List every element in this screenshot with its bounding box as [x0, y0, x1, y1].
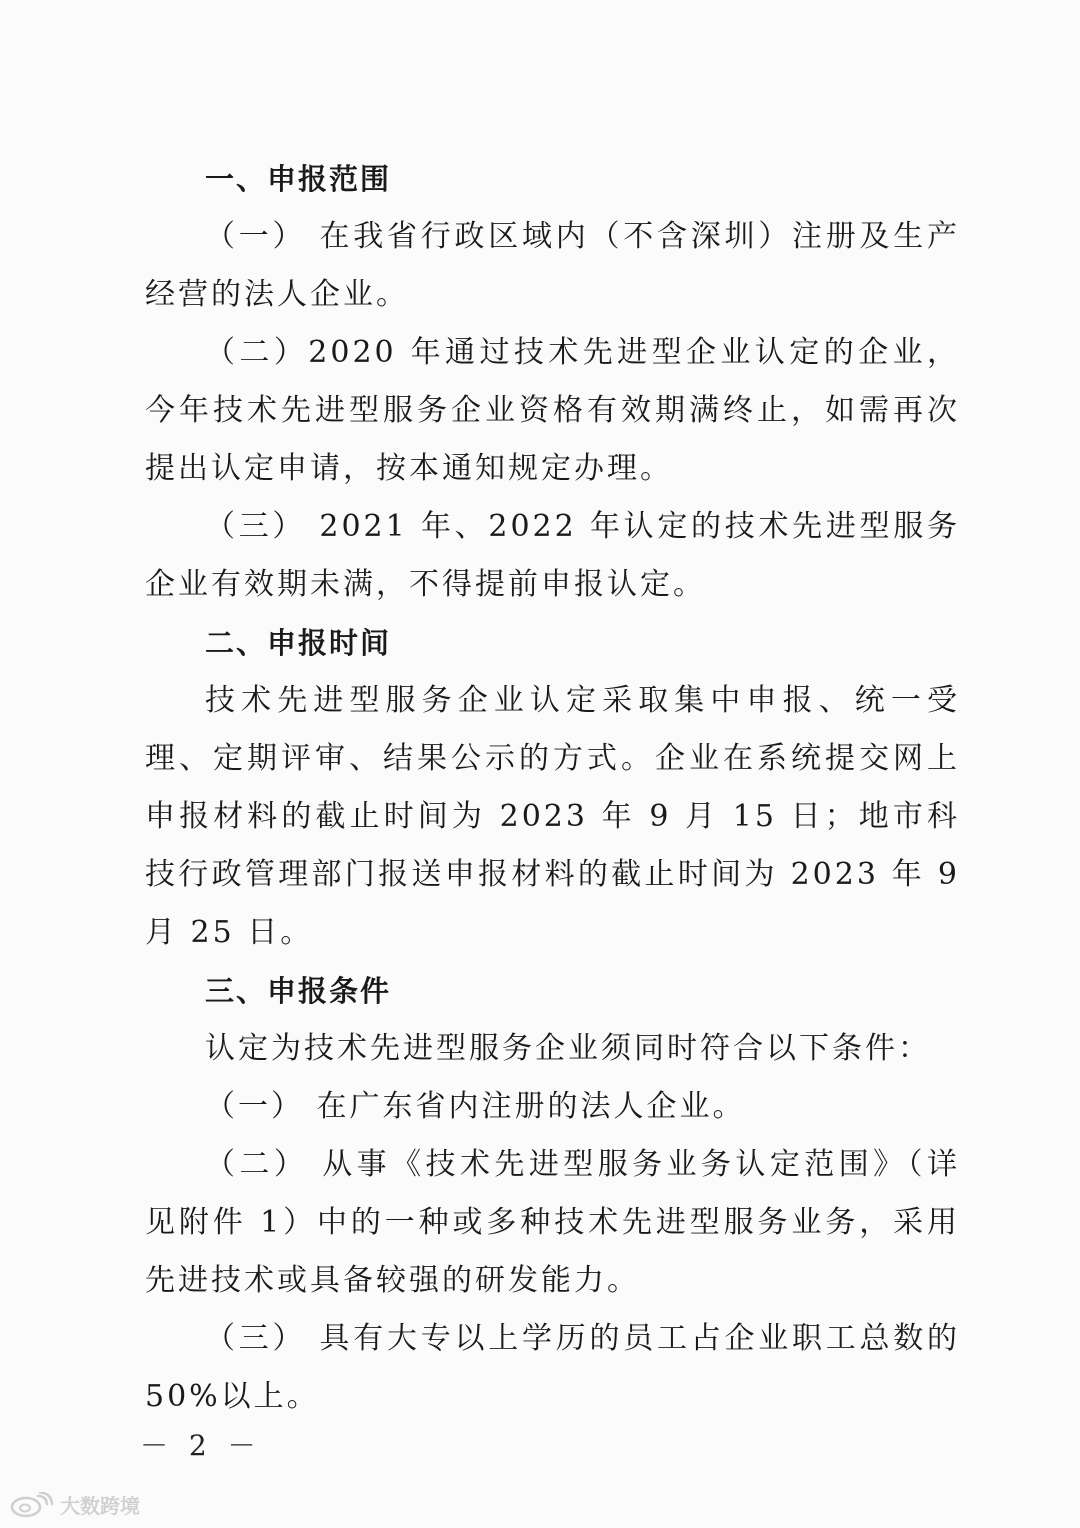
- conditions-intro: 认定为技术先进型服务企业须同时符合以下条件：: [205, 1031, 931, 1066]
- scope-item-2: （二）2020 年通过技术先进型企业认定的企业，今年技术先进型服务企业资格有效期满终止，如需再次提出认定申请，按本通知规定办理。: [145, 335, 960, 486]
- section-heading-scope: 一、申报范围: [205, 162, 392, 196]
- weibo-icon: [10, 1492, 54, 1518]
- section-heading-conditions: 三、申报条件: [205, 974, 392, 1008]
- page-number: － 2 －: [140, 1429, 262, 1462]
- watermark: [10, 1490, 140, 1519]
- condition-item-3: （三） 具有大专以上学历的员工占企业职工总数的 50%以上。: [145, 1321, 960, 1414]
- scope-item-1: （一） 在我省行政区域内（不含深圳）注册及生产经营的法人企业。: [145, 219, 960, 312]
- time-paragraph: 技术先进型服务企业认定采取集中申报、统一受理、定期评审、结果公示的方式。企业在系统提交网上申报材料的截止时间为 2023 年 9 月 15 日；地市科技行政管理部门报送申报材料的截止时间为 2023 年 9 月 25 日。: [145, 683, 960, 950]
- watermark-text: 大数跨境: [60, 1494, 140, 1518]
- condition-item-2: （二） 从事《技术先进型服务业务认定范围》（详见附件 1）中的一种或多种技术先进型服务业务，采用先进技术或具备较强的研发能力。: [145, 1147, 960, 1298]
- section-heading-time: 二、申报时间: [205, 626, 392, 660]
- document-body: [145, 150, 960, 1426]
- scope-item-3: （三） 2021 年、2022 年认定的技术先进型服务企业有效期未满，不得提前申报认定。: [145, 509, 960, 602]
- condition-item-1: （一） 在广东省内注册的法人企业。: [205, 1089, 746, 1124]
